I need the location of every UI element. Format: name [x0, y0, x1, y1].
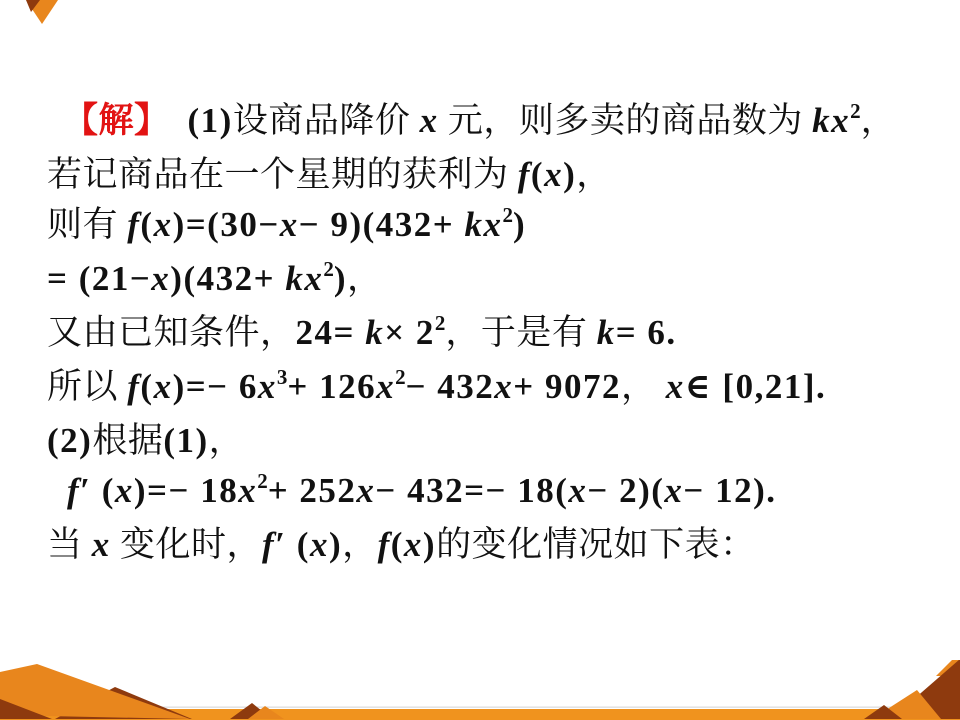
text-line-4	[47, 254, 937, 308]
text-segment: x	[91, 525, 111, 564]
left-mountain-orange	[0, 664, 190, 719]
text-segment: (	[390, 525, 404, 564]
small-bump-orange	[248, 706, 284, 719]
small-bump-shadow	[230, 703, 272, 719]
text-segment: 2	[257, 469, 268, 493]
text-segment: f	[127, 205, 141, 244]
text-segment: = (21−	[47, 259, 152, 298]
text-segment: ，于是有	[445, 313, 597, 352]
text-segment: x	[153, 367, 173, 406]
text-segment: 根据	[92, 421, 164, 460]
text-segment: (	[140, 205, 154, 244]
solution-label: 【解】	[63, 101, 153, 140]
text-segment: 2	[434, 311, 446, 335]
text-segment: + 252	[267, 471, 357, 510]
text-segment: + 126	[287, 367, 377, 406]
text-segment: x	[356, 471, 376, 510]
text-segment: 所以	[47, 367, 128, 406]
right-small-shadow	[864, 705, 902, 719]
text-segment: 2	[502, 203, 513, 227]
text-segment: )=− 6	[172, 367, 258, 406]
text-segment: x	[153, 205, 173, 244]
text-segment: ，	[620, 367, 666, 406]
text-segment: − 432	[405, 367, 495, 406]
text-segment: 2	[850, 99, 861, 123]
text-segment: x	[309, 525, 329, 564]
text-segment: f	[377, 525, 391, 564]
text-segment: x	[419, 101, 439, 140]
text-segment: ′ (	[80, 471, 115, 510]
corner-triangle-orange	[26, 0, 58, 24]
text-segment: 24=	[295, 313, 366, 352]
text-segment: )	[563, 155, 577, 194]
text-segment: f	[262, 525, 276, 564]
text-segment: x	[665, 367, 685, 406]
text-segment: x	[151, 259, 171, 298]
text-segment: ，	[860, 101, 897, 140]
text-line-5	[47, 308, 937, 362]
text-segment: x	[664, 471, 684, 510]
text-segment: 2	[323, 257, 334, 281]
text-segment: 当	[47, 525, 92, 564]
text-line-7	[47, 416, 937, 466]
text-line-6	[47, 362, 937, 416]
text-line-3	[47, 200, 937, 254]
text-segment: + 9072	[513, 367, 621, 406]
text-segment: x	[403, 525, 423, 564]
text-segment: x	[238, 471, 258, 510]
text-segment: ∈ [0,21].	[684, 367, 827, 406]
text-line-8	[47, 466, 937, 520]
text-segment: )	[422, 525, 437, 564]
text-segment: ，	[208, 421, 245, 460]
bottom-orange-bar	[0, 709, 960, 720]
text-segment: kx	[812, 101, 851, 140]
top-left-triangle-decoration	[0, 0, 80, 30]
text-segment: − 432=− 18(	[375, 471, 569, 510]
text-segment: )	[512, 205, 527, 244]
text-segment: (	[140, 367, 154, 406]
text-segment: )(432+	[170, 259, 286, 298]
text-segment: 设商品降价	[232, 101, 420, 140]
text-segment: 则有	[47, 205, 128, 244]
text-segment: 又由已知条件，	[47, 313, 296, 352]
text-line-1	[47, 96, 937, 150]
text-segment: 3	[276, 365, 288, 389]
text-segment: ，	[576, 155, 612, 194]
text-segment: f	[127, 367, 141, 406]
right-mountain-orange	[872, 690, 941, 719]
text-segment: 的变化情况如下表：	[436, 525, 756, 564]
left-mountain-shadow	[55, 687, 192, 719]
text-segment: 若记商品在一个星期的获利为	[47, 155, 518, 194]
text-segment: f	[67, 471, 81, 510]
text-line-2	[47, 150, 937, 200]
text-segment: )	[333, 259, 347, 298]
bottom-thin-rule	[0, 707, 960, 708]
text-segment: (1)	[187, 101, 233, 140]
text-segment: − 12).	[683, 471, 777, 510]
text-segment: ，	[342, 525, 378, 564]
text-segment: − 9)(432+	[298, 205, 465, 244]
right-mountain-shadow	[891, 660, 960, 719]
text-segment: kx	[285, 259, 324, 298]
left-corner-shadow	[0, 699, 52, 719]
text-segment: )=(30−	[172, 205, 280, 244]
text-segment: 2	[395, 365, 406, 389]
text-segment: x	[494, 367, 514, 406]
text-segment: kx	[464, 205, 503, 244]
text-segment	[152, 101, 188, 140]
bottom-mountains-decoration	[0, 660, 960, 720]
text-segment: x	[568, 471, 588, 510]
text-segment: x	[376, 367, 396, 406]
text-segment: x	[257, 367, 277, 406]
text-segment: − 2)(	[587, 471, 665, 510]
text-segment: × 2	[384, 313, 435, 352]
corner-triangle-shadow	[26, 0, 40, 12]
text-line-9	[47, 520, 937, 570]
text-segment: k	[596, 313, 616, 352]
text-segment: f	[517, 155, 531, 194]
text-segment: (1)	[163, 421, 209, 460]
text-segment: x	[544, 155, 564, 194]
text-segment: )=− 18	[133, 471, 239, 510]
text-segment: )	[328, 525, 343, 564]
text-segment: ，	[346, 259, 383, 298]
text-segment: = 6.	[615, 313, 677, 352]
text-segment: x	[114, 471, 134, 510]
right-peak-orange-sliver	[936, 660, 960, 676]
text-segment: (	[530, 155, 545, 194]
text-segment: k	[365, 313, 385, 352]
text-segment: (2)	[47, 421, 93, 460]
solution-text	[47, 96, 937, 570]
text-segment: ′ (	[275, 525, 310, 564]
text-segment: x	[279, 205, 299, 244]
text-segment: 变化时，	[110, 525, 263, 564]
text-segment: 元，则多卖的商品数为	[438, 101, 813, 140]
